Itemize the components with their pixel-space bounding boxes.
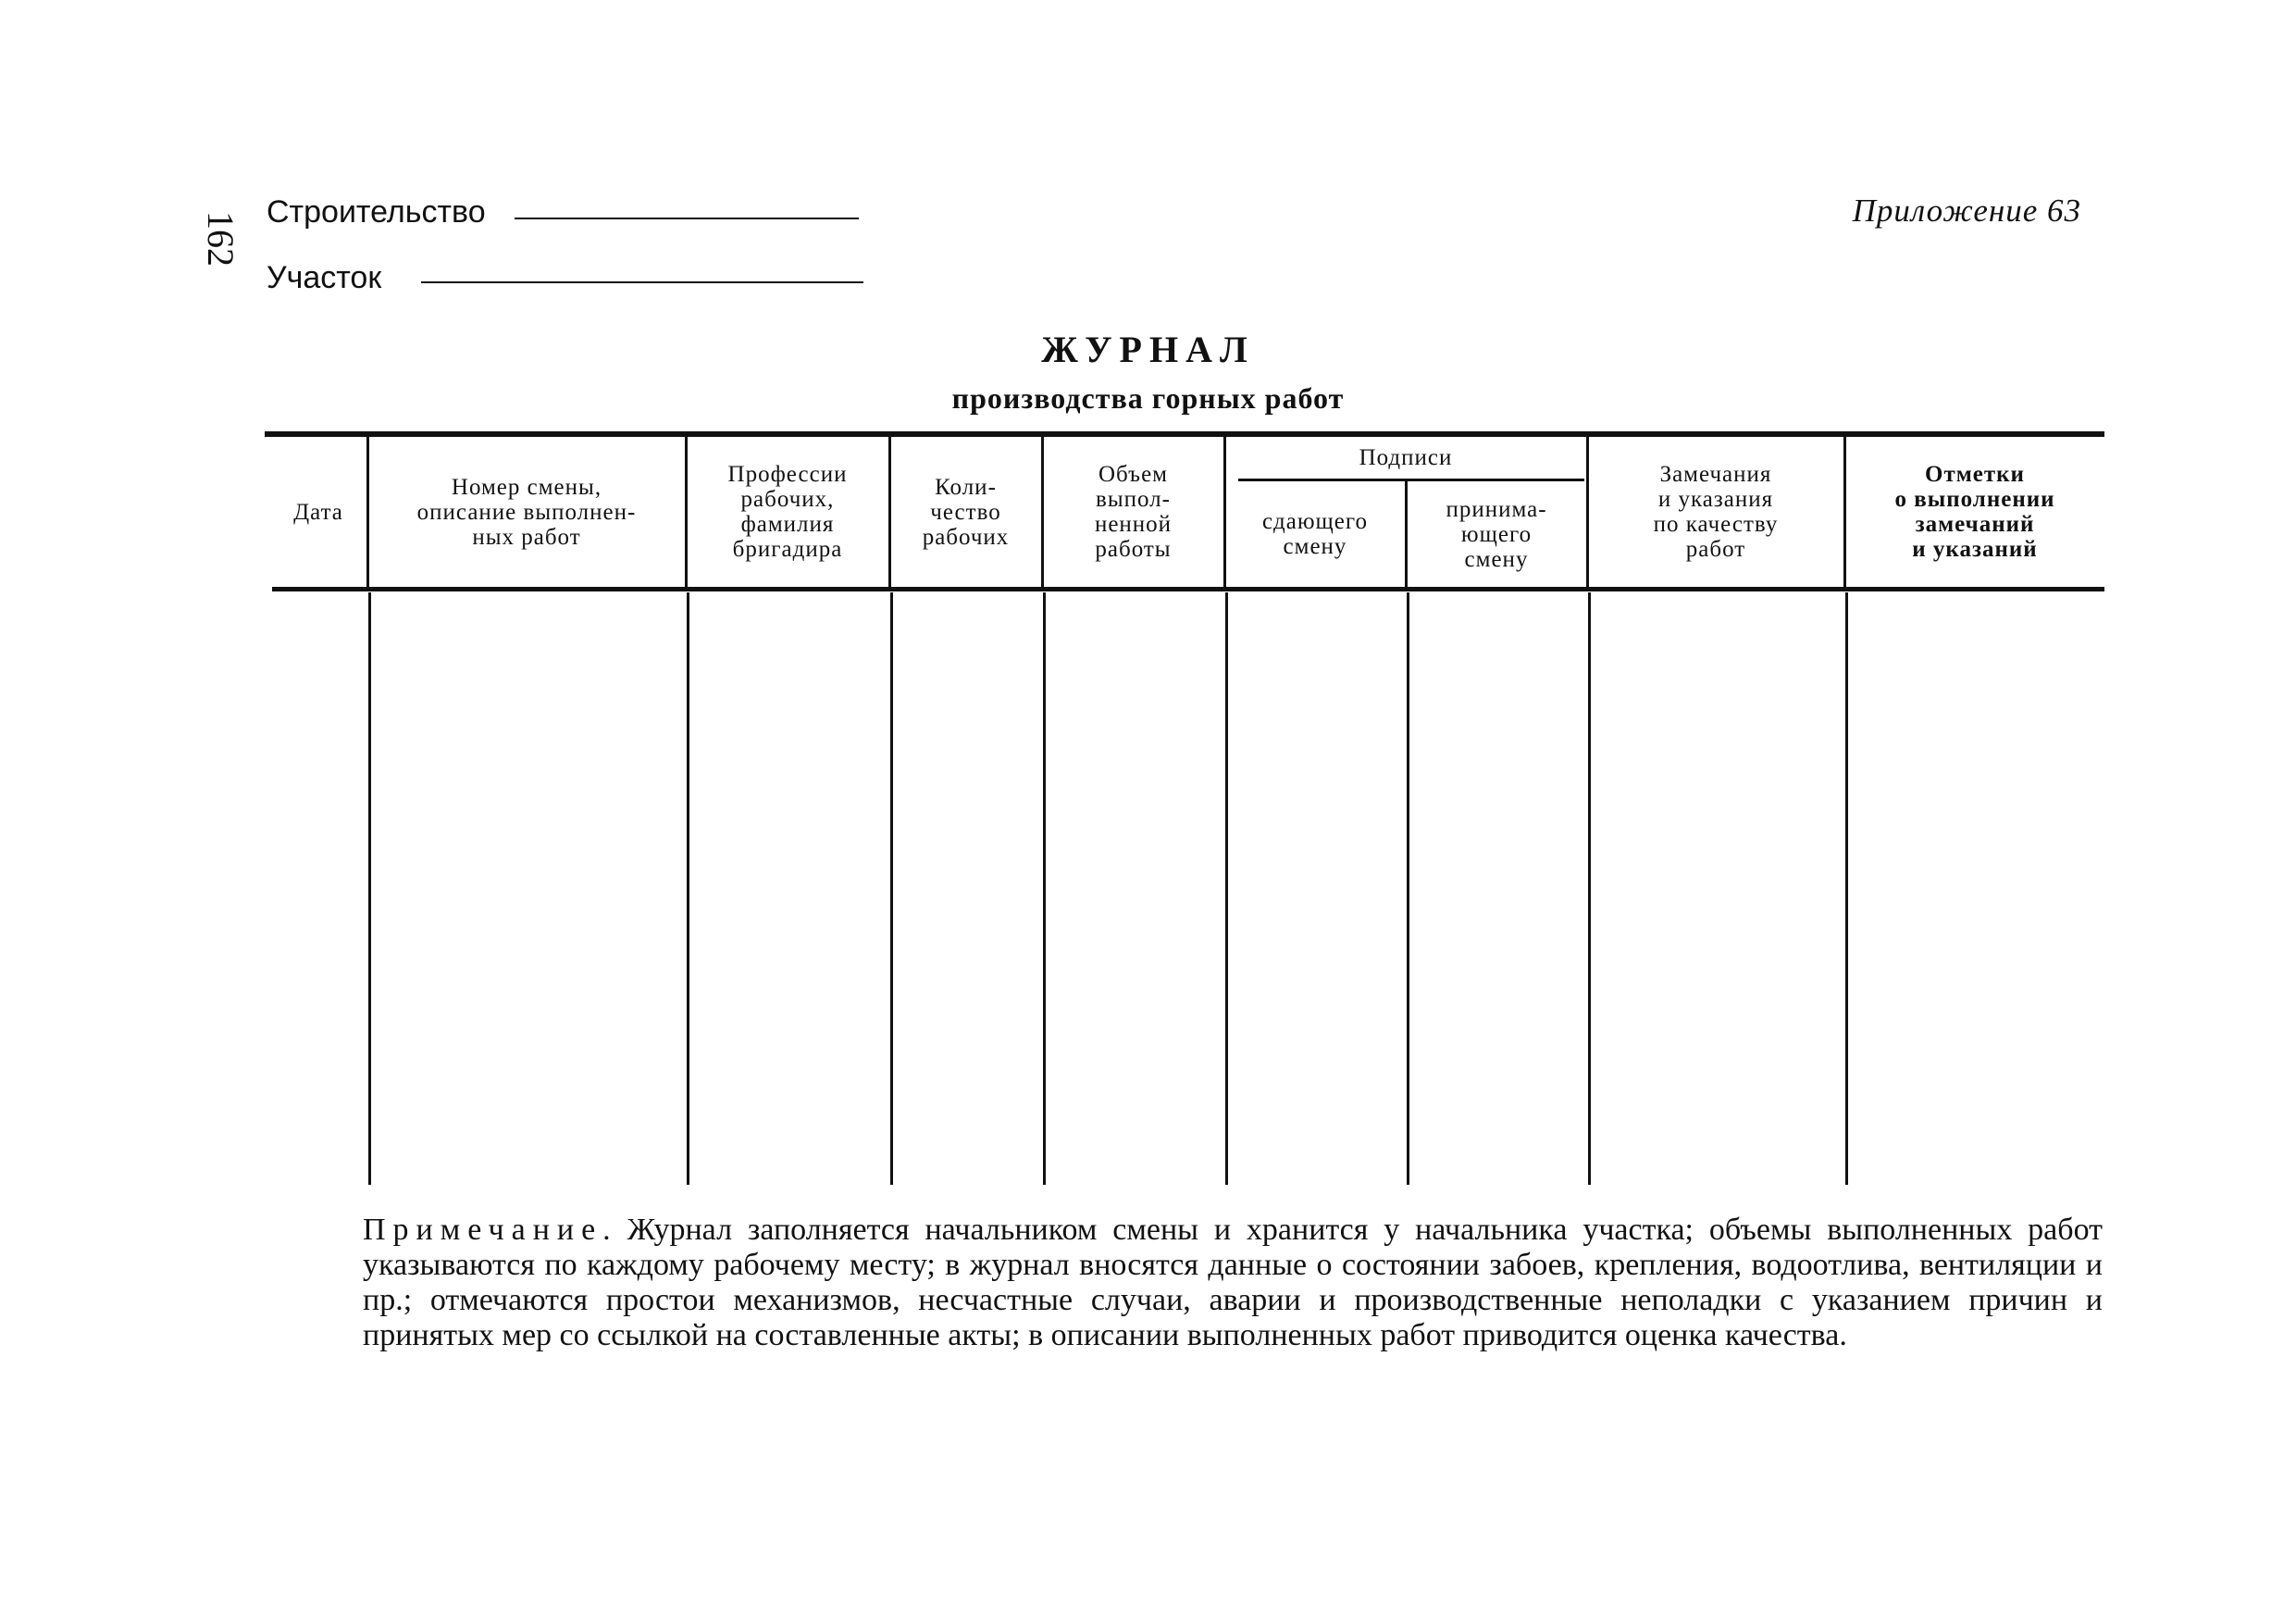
header-volume-text: Объем выпол- ненной работы <box>1094 462 1173 562</box>
appendix-label: Приложение 63 <box>1852 193 2081 229</box>
header-professions-text: Профессии рабочих, фамилия бригадира <box>727 462 848 562</box>
col-divider <box>687 592 689 1185</box>
header-professions <box>687 437 888 587</box>
header-bottom-rule <box>272 587 2104 591</box>
header-count-text: Коли- чество рабочих <box>922 474 1010 550</box>
header-remarks-text: Замечания и указания по качеству работ <box>1653 462 1779 562</box>
header-signatures-text: Подписи <box>1359 444 1453 470</box>
construction-label: Строительство <box>267 194 486 230</box>
col-divider <box>1043 592 1046 1185</box>
header-shift <box>368 437 685 587</box>
header-marks-text: Отметки о выполнении замечаний и указаний <box>1894 462 2055 562</box>
header-volume <box>1043 437 1223 587</box>
header-marks <box>1845 437 2104 587</box>
col-divider <box>368 592 371 1185</box>
site-label: Участок <box>267 260 382 295</box>
journal-subtitle: производства горных работ <box>951 381 1345 415</box>
header-signatures <box>1225 437 1586 478</box>
col-divider <box>1225 592 1228 1185</box>
col-divider <box>1588 592 1591 1185</box>
header-receiving-text: принима- ющего смену <box>1446 496 1547 572</box>
note-text: Журнал заполняется начальником смены и хранится у начальника участка; объемы выполненных работ указываются по каждому рабочему месту; в журнал вносятся данные о состоянии забоев, крепления, водоотлива, вентиляции и пр.; отмечаются простои механизмов, несчастные случаи, аварии и производственные неполадки с указанием причин и принятых мер со ссылкой на составленные акты; в описании выполненных работ приводится оценка качества. <box>363 1213 2103 1352</box>
construction-line <box>515 218 859 219</box>
col-divider <box>890 592 893 1185</box>
header-handing <box>1225 481 1405 587</box>
header-count <box>890 437 1041 587</box>
header-date <box>270 437 366 587</box>
note-paragraph <box>363 1213 2103 1353</box>
col-divider <box>1845 592 1848 1185</box>
note-label: Примечание. <box>363 1213 618 1247</box>
header-date-text: Дата <box>293 499 343 525</box>
header-receiving <box>1407 481 1586 587</box>
header-shift-text: Номер смены, описание выполнен- ных работ <box>416 474 637 550</box>
header-remarks <box>1588 437 1843 587</box>
page-number: 162 <box>200 211 242 267</box>
header-handing-text: сдающего смену <box>1261 509 1369 559</box>
site-line <box>421 281 863 283</box>
journal-title: ЖУРНАЛ <box>1041 329 1255 370</box>
col-divider <box>1407 592 1409 1185</box>
